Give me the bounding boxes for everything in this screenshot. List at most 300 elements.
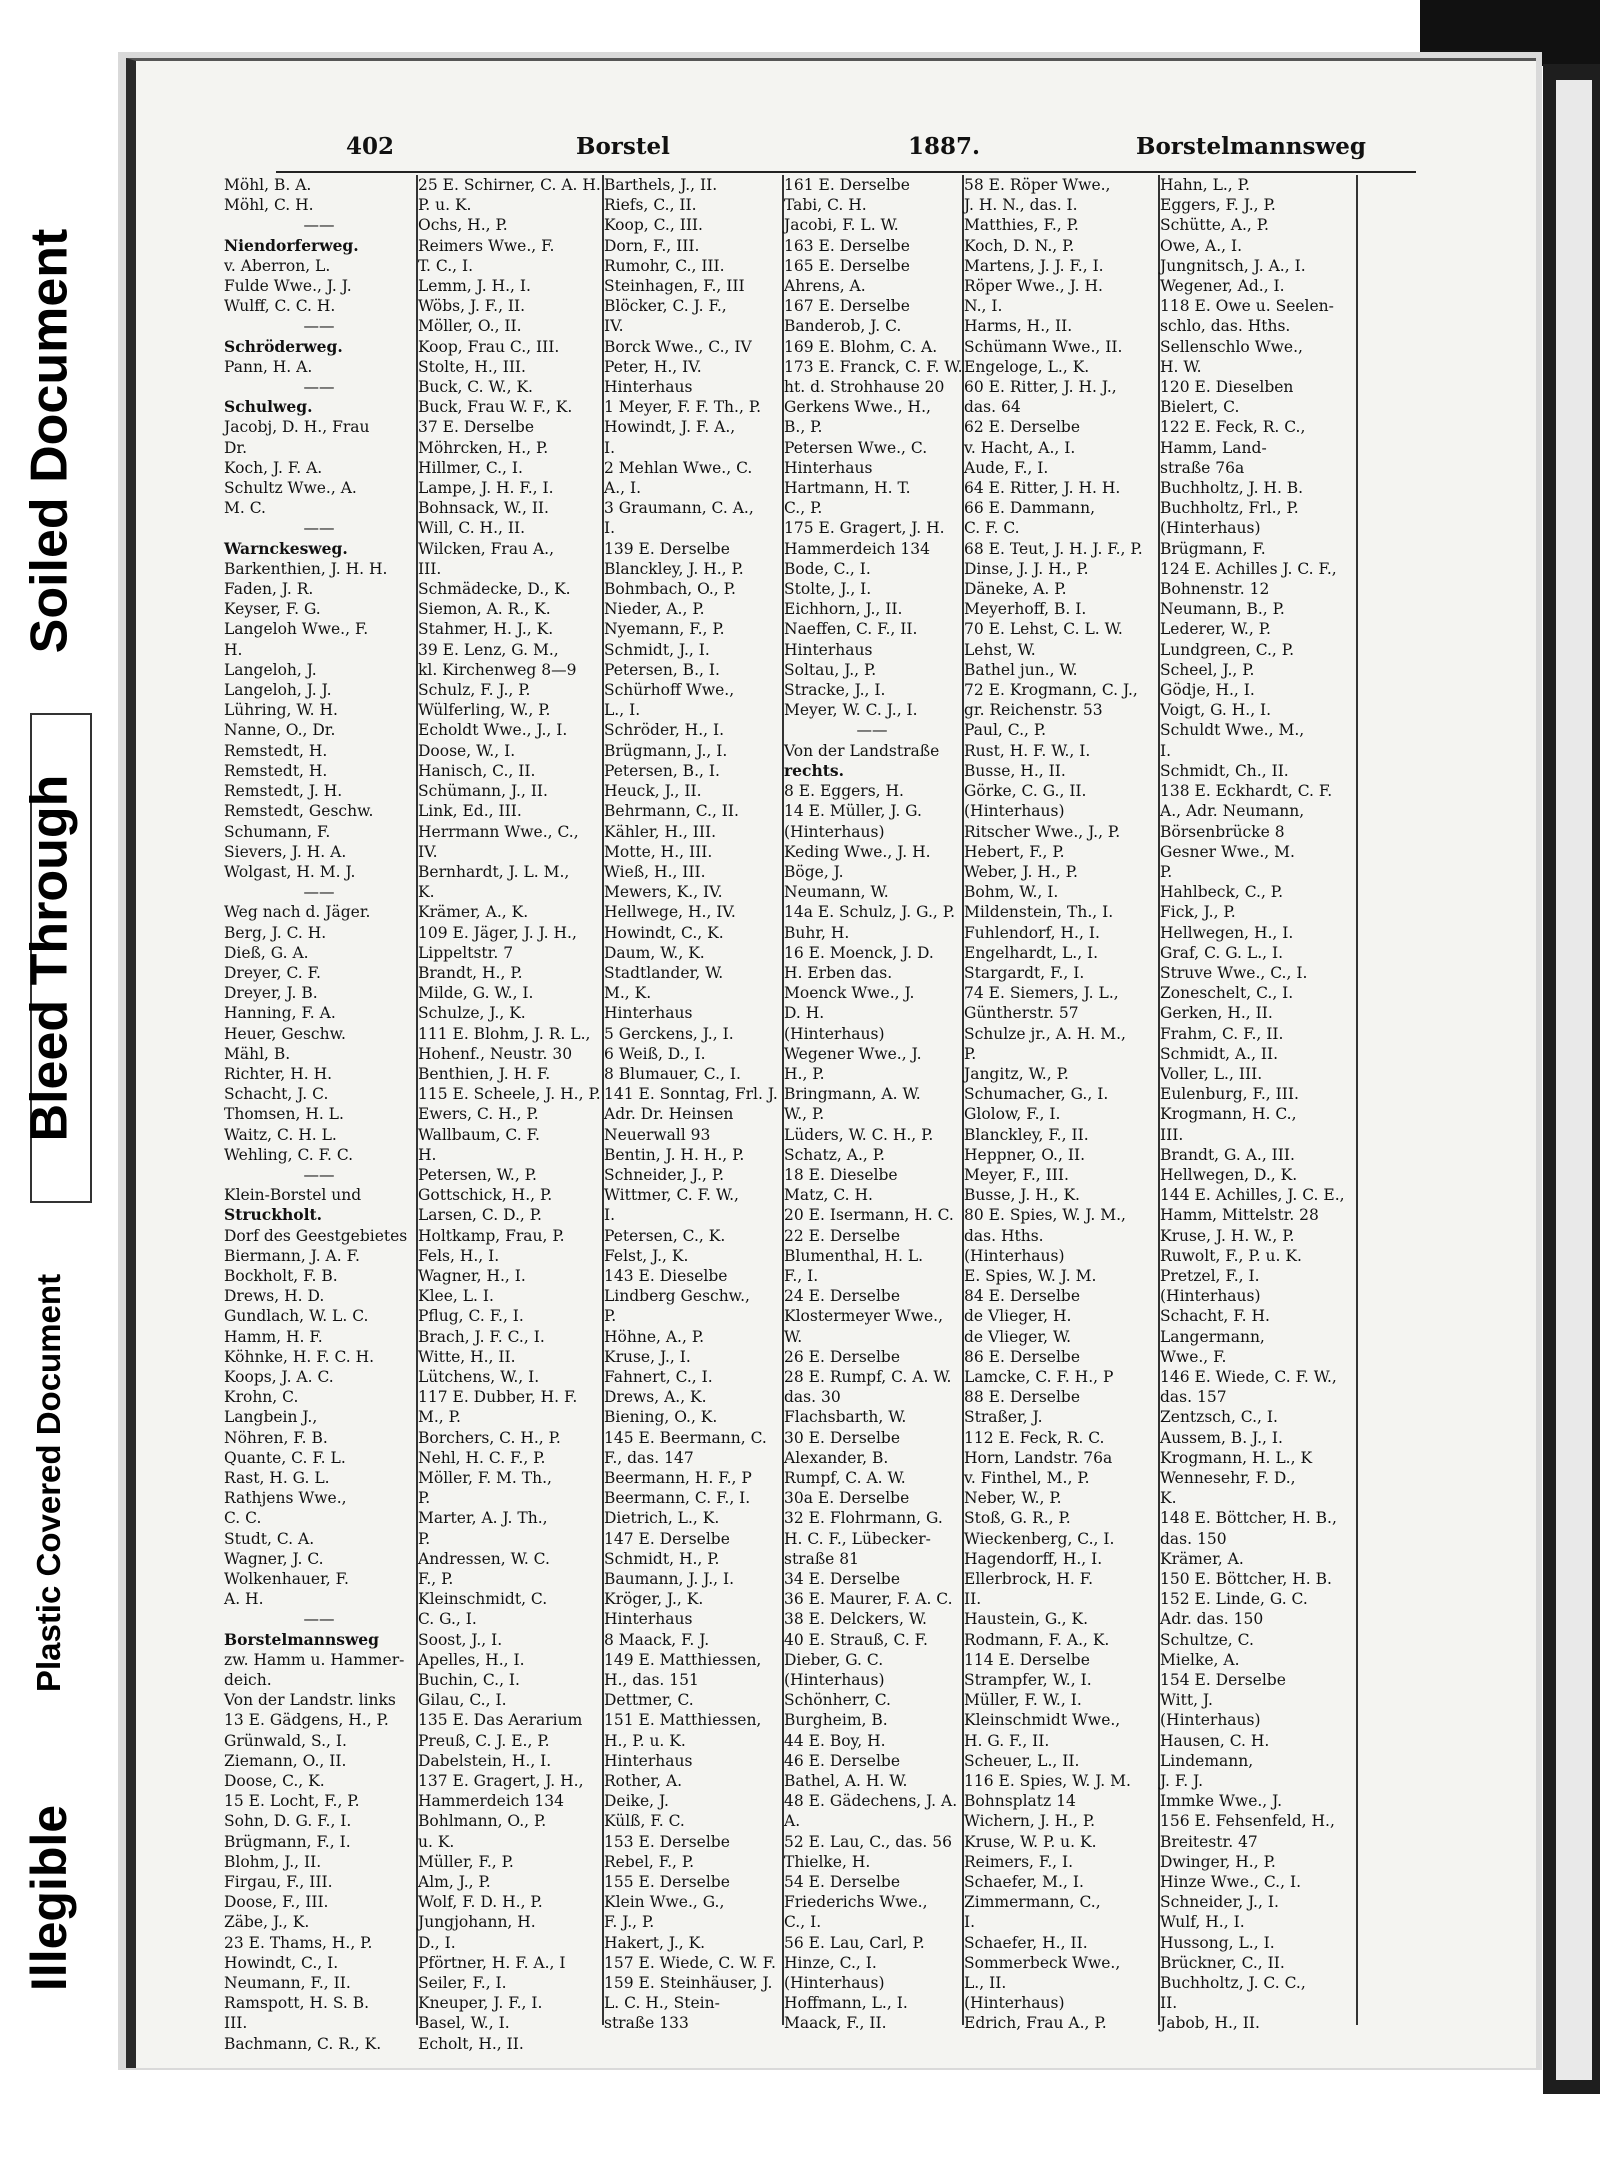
directory-entry: Harms, H., II. [964,317,1073,336]
directory-entry: Lundgreen, C., P. [1160,640,1294,659]
directory-entry: Warnckesweg. [224,538,348,558]
directory-entry: Gerken, H., II. [1160,1004,1273,1023]
directory-entry: Wwe., F. [1160,1347,1227,1366]
directory-entry: Pförtner, H. F. A., I [418,1953,566,1972]
directory-entry: Schulz, F. J., P. [418,681,531,700]
directory-entry: Hammerdeich 134 [784,539,930,558]
directory-entry: Fuhlendorf, H., I. [964,923,1100,942]
soiled-document-label: Soiled Document [20,228,78,653]
directory-entry: Heppner, O., II. [964,1145,1086,1164]
directory-entry: III. [418,559,442,578]
directory-entry: Schneider, J., P. [604,1165,725,1184]
directory-entry: Schütte, A., P. [1160,216,1269,235]
directory-entry: Marter, A. J. Th., [418,1509,548,1528]
directory-entry: Nehl, H. C. F., P. [418,1448,546,1467]
directory-entry: Glolow, F., I. [964,1105,1061,1124]
directory-entry: Waitz, C. H. L. [224,1125,337,1144]
directory-entry: 74 E. Siemers, J. L., [964,984,1119,1003]
directory-entry: Schultz Wwe., A. [224,479,357,498]
directory-entry: H. Erben das. [784,963,893,982]
directory-entry: III. [1160,1125,1184,1144]
directory-entry: Schulweg. [224,397,313,417]
directory-entry: Howindt, J. F. A., [604,418,736,437]
directory-entry: Buchholtz, J. C. C., [1160,1974,1306,1993]
directory-entry: Zäbe, J., K. [224,1913,310,1932]
directory-entry: 122 E. Feck, R. C., [1160,418,1306,437]
directory-entry: Krämer, A., K. [418,903,529,922]
directory-entry: Stahmer, H. J., K. [418,620,554,639]
directory-entry: Wolkenhauer, F. [224,1570,349,1589]
directory-entry: Weber, J. H., P. [964,862,1078,881]
directory-entry: 120 E. Dieselben [1160,378,1294,397]
directory-entry: D. H. [784,1004,825,1023]
directory-entry: 39 E. Lenz, G. M., [418,640,559,659]
directory-entry: Jacobi, F. L. W. [784,216,899,235]
directory-entry: (Hinterhaus) [784,1671,885,1690]
directory-entry: 159 E. Steinhäuser, J. [604,1974,773,1993]
directory-entry: Hausen, C. H. [1160,1731,1270,1750]
directory-entry: 70 E. Lehst, C. L. W. [964,620,1123,639]
directory-entry: Buck, Frau W. F., K. [418,398,573,417]
directory-entry: u. K. [418,1832,455,1851]
directory-entry: Rumohr, C., III. [604,256,725,275]
directory-entry: 22 E. Derselbe [784,1226,901,1245]
directory-entry: I. [604,1206,616,1225]
directory-entry: Hinterhaus [784,458,873,477]
directory-entry: 46 E. Derselbe [784,1751,901,1770]
directory-entry: 88 E. Derselbe [964,1388,1081,1407]
directory-entry: C., I. [784,1913,822,1932]
directory-entry: 150 E. Böttcher, H. B. [1160,1570,1332,1589]
directory-entry: zw. Hamm u. Hammer- [224,1650,405,1669]
directory-entry: Schönherr, C. [784,1691,891,1710]
directory-entry: B., P. [784,418,823,437]
directory-entry: Soltau, J., P. [784,660,877,679]
directory-entry: Gerkens Wwe., H., [784,398,931,417]
directory-entry: T. C., I. [418,256,474,275]
directory-entry: Meyer, W. C. J., I. [784,701,918,720]
directory-entry: Kleinschmidt, C. [418,1590,548,1609]
directory-entry: H. G. F., II. [964,1731,1050,1750]
directory-entry: 52 E. Lau, C., das. 56 [784,1832,952,1851]
directory-entry: Lippeltstr. 7 [418,943,514,962]
directory-entry: M. C. [224,499,266,518]
directory-entry: Voller, L., III. [1160,1064,1263,1083]
directory-entry: Schultze, C. [1160,1630,1254,1649]
directory-entry: Schulze jr., A. H. M., [964,1024,1126,1043]
directory-entry: —— [303,1165,335,1184]
directory-entry: Friederichs Wwe., [784,1893,928,1912]
directory-entry: straße 133 [604,2014,689,2033]
column-4 [784,175,963,2033]
directory-entry: Paul, C., P. [964,721,1047,740]
directory-entry: 115 E. Scheele, J. H., P. [418,1085,601,1104]
directory-entry: Dabelstein, H., I. [418,1751,552,1770]
directory-entry: M., K. [604,984,652,1003]
directory-entry: Schmidt, J., I. [604,640,710,659]
plastic-covered-label: Plastic Covered Document [30,1273,67,1693]
directory-entry: Rodmann, F. A., K. [964,1630,1110,1649]
directory-entry: Hoffmann, L., I. [784,1994,908,2013]
directory-entry: Bentin, J. H. H., P. [604,1145,745,1164]
directory-entry: Klostermeyer Wwe., [784,1307,943,1326]
directory-entry: Busse, H., II. [964,761,1066,780]
directory-entry: Hartmann, H. T. [784,479,911,498]
directory-entry: J. H. N., das. I. [964,196,1078,215]
directory-entry: Schmidt, H., P. [604,1549,720,1568]
directory-entry: Wegener, Ad., I. [1160,277,1285,296]
directory-entry: deich. [224,1671,272,1690]
directory-entry: Hanning, F. A. [224,1004,336,1023]
directory-entry: Wegener Wwe., J. [784,1044,922,1063]
directory-entry: Rust, H. F. W., I. [964,741,1091,760]
directory-entry: Meyer, F., III. [964,1165,1069,1184]
directory-entry: Holtkamp, Frau, P. [418,1226,565,1245]
directory-entry: Heuer, Geschw. [224,1024,346,1043]
directory-entry: Herrmann Wwe., C., [418,822,579,841]
directory-entry: Basel, W., I. [418,2014,510,2033]
directory-entry: 175 E. Gragert, J. H. [784,519,945,538]
directory-entry: I. [1160,741,1172,760]
directory-entry: Lindberg Geschw., [604,1287,750,1306]
directory-entry: Seiler, F., I. [418,1974,507,1993]
directory-entry: 143 E. Dieselbe [604,1266,728,1285]
directory-entry: Klein-Borstel und [224,1186,362,1205]
directory-entry: Möhrcken, H., P. [418,438,549,457]
directory-entry: 37 E. Derselbe [418,418,535,437]
directory-entry: 5 Gerckens, J., I. [604,1024,734,1043]
directory-entry: Gottschick, H., P. [418,1186,553,1205]
directory-entry: 154 E. Derselbe [1160,1671,1286,1690]
directory-entry: F. J., P. [604,1913,655,1932]
directory-entry: Lehst, W. [964,640,1036,659]
directory-entry: Quante, C. F. L. [224,1448,346,1467]
directory-entry: Schneider, J., I. [1160,1893,1279,1912]
directory-entry: 62 E. Derselbe [964,418,1081,437]
column-2 [418,175,601,2053]
directory-entry: 30a E. Derselbe [784,1489,910,1508]
directory-entry: Naeffen, C. F., II. [784,620,918,639]
directory-entry: Owe, A., I. [1160,236,1243,255]
directory-entry: N., I. [964,297,1003,316]
directory-entry: 40 E. Strauß, C. F. [784,1630,928,1649]
directory-entry: Remstedt, Geschw. [224,802,374,821]
directory-entry: Wolf, F. D. H., P. [418,1893,543,1912]
directory-entry: —— [856,721,888,740]
directory-entry: Hinterhaus [604,378,693,397]
directory-entry: 161 E. Derselbe [784,176,910,194]
directory-entry: Kruse, J., I. [604,1347,691,1366]
directory-entry: Hellwege, H., IV. [604,903,736,922]
directory-entry: I. [604,519,616,538]
directory-entry: Schmädecke, D., K. [418,580,571,599]
directory-entry: Lampe, J. H. F., I. [418,479,554,498]
directory-entry: Hagendorff, H., I. [964,1549,1103,1568]
directory-entry: Wennesehr, F. D., [1160,1469,1296,1487]
directory-entry: Mielke, A. [1160,1650,1240,1669]
directory-entry: Krogmann, H. L., K [1160,1448,1313,1467]
directory-entry: II. [1160,1994,1178,2013]
directory-entry: Howindt, C., K. [604,923,724,942]
directory-entry: Frahm, C. F., II. [1160,1024,1284,1043]
directory-entry: Bockholt, F. B. [224,1266,338,1285]
directory-entry: Buck, C. W., K. [418,378,533,397]
directory-entry: L., I. [604,701,641,720]
directory-entry: 60 E. Ritter, J. H. J., [964,378,1117,397]
directory-entry: Böge, J. [784,862,844,881]
page-header [236,133,1386,173]
directory-entry: Ahrens, A. [784,277,866,296]
directory-entry: Alexander, B. [784,1448,889,1467]
directory-entry: 146 E. Wiede, C. F. W., [1160,1367,1337,1386]
directory-entry: Petersen, W., P. [418,1165,537,1184]
directory-entry: Struve Wwe., C., I. [1160,963,1308,982]
directory-entry: Neuerwall 93 [604,1125,711,1144]
directory-entry: Schuldt Wwe., M., [1160,721,1305,740]
directory-entry: Däneke, A. P. [964,580,1067,599]
directory-entry: Kröger, J., K. [604,1590,704,1609]
directory-entry: 163 E. Derselbe [784,236,910,255]
directory-entry: Wulf, H., I. [1160,1913,1245,1932]
directory-entry: Gesner Wwe., M. [1160,842,1295,861]
header-year: 1887. [908,133,981,160]
directory-entry: Pann, H. A. [224,357,313,376]
directory-entry: Schümann Wwe., II. [964,337,1123,356]
directory-entry: 153 E. Derselbe [604,1832,730,1851]
directory-entry: Aude, F., I. [964,458,1049,477]
directory-entry: Keyser, F. G. [224,600,321,619]
directory-entry: Martens, J. J. F., I. [964,256,1104,275]
directory-entry: A. H. [224,1590,264,1609]
directory-entry: Gilau, C., I. [418,1691,507,1710]
directory-entry: 114 E. Derselbe [964,1650,1090,1669]
directory-entry: 16 E. Moenck, J. D. [784,943,934,962]
directory-entry: Von der Landstr. links [224,1691,396,1710]
directory-entry: Hinterhaus [604,1610,693,1629]
directory-entry: 124 E. Achilles J. C. F., [1160,559,1337,578]
directory-entry: Ritscher Wwe., J., P. [964,822,1121,841]
directory-entry: Kruse, J. H. W., P. [1160,1226,1295,1245]
directory-entry: Krämer, A. [1160,1549,1244,1568]
directory-entry: Koch, D. N., P. [964,236,1075,255]
directory-entry: Schröderweg. [224,336,343,356]
directory-entry: Nyemann, F., P. [604,620,725,639]
directory-entry: II. [964,1590,982,1609]
directory-entry: Bohmbach, O., P. [604,580,736,599]
directory-entry: Dieß, G. A. [224,943,309,962]
directory-entry: Klee, L. I. [418,1287,494,1306]
directory-entry: Blanckley, J. H., P. [604,559,744,578]
directory-entry: Drews, A., K. [604,1388,707,1407]
directory-entry: 18 E. Dieselbe [784,1165,898,1184]
directory-entry: Flachsbarth, W. [784,1408,907,1427]
directory-entry: Barkenthien, J. H. H. [224,559,388,578]
directory-entry: Müller, F., P. [418,1852,514,1871]
directory-entry: Stolte, H., III. [418,357,526,376]
column-1 [224,175,414,2053]
directory-entry: Schumann, F. [224,822,331,841]
directory-entry: 165 E. Derselbe [784,256,910,275]
directory-entry: Witte, H., II. [418,1347,516,1366]
directory-entry: Röper Wwe., J. H. [964,277,1103,296]
directory-entry: Bernhardt, J. L. M., [418,862,570,881]
directory-entry: Lindemann, [1160,1751,1254,1770]
directory-entry: (Hinterhaus) [964,802,1065,821]
directory-entry: Matz, C. H. [784,1186,873,1205]
directory-entry: 64 E. Ritter, J. H. H. [964,479,1121,498]
directory-entry: Moenck Wwe., J. [784,984,915,1003]
directory-entry: Fels, H., I. [418,1246,500,1265]
directory-entry: Biermann, J. A. F. [224,1246,360,1265]
directory-entry: Wieckenberg, C., I. [964,1529,1115,1548]
directory-entry: Neumann, F., II. [224,1974,351,1993]
directory-entry: Bohnsack, W., II. [418,499,549,518]
directory-entry: H. [418,1145,437,1164]
directory-entry: 138 E. Eckhardt, C. F. [1160,782,1333,801]
directory-entry: Straßer, J. [964,1408,1043,1427]
directory-entry: C. C. [224,1509,262,1528]
page-number: 402 [346,133,395,160]
directory-entry: Wolgast, H. M. J. [224,862,356,881]
directory-entry: 24 E. Derselbe [784,1287,901,1306]
directory-entry: Pflug, C. F., I. [418,1307,524,1326]
directory-entry: Wehling, C. F. C. [224,1145,354,1164]
directory-entry: Hahn, L., P. [1160,176,1250,194]
directory-entry: 84 E. Derselbe [964,1287,1081,1306]
directory-entry: Horn, Landstr. 76a [964,1448,1113,1467]
directory-entry: Eggers, F. J., P. [1160,196,1276,215]
directory-entry: Ramspott, H. S. B. [224,1994,370,2013]
directory-entry: Schürhoff Wwe., [604,681,735,700]
directory-entry: gr. Reichenstr. 53 [964,701,1103,720]
directory-entry: 34 E. Derselbe [784,1570,901,1589]
directory-entry: Bringmann, A. W. [784,1085,921,1104]
directory-entry: (Hinterhaus) [964,1246,1065,1265]
directory-entry: schlo, das. Hths. [1160,317,1291,336]
directory-entry: Nöhren, F. B. [224,1428,328,1447]
directory-entry: Koop, C., III. [604,216,703,235]
directory-entry: Mewers, K., IV. [604,883,723,902]
directory-entry: Sellenschlo Wwe., [1160,337,1303,356]
header-rule [276,171,1416,173]
directory-entry: P. [604,1307,617,1326]
directory-entry: Schacht, F. H. [1160,1307,1270,1326]
directory-entry: Kähler, H., III. [604,822,717,841]
directory-entry: III. [224,2014,248,2033]
directory-entry: 48 E. Gädechens, J. A. [784,1792,958,1811]
directory-entry: P. u. K. [418,196,472,215]
directory-entry: Hillmer, C., I. [418,458,523,477]
directory-entry: Edrich, Frau A., P. [964,2014,1107,2033]
directory-entry: Langeloh, J. J. [224,681,332,700]
directory-entry: Ewers, C. H., P. [418,1105,539,1124]
directory-entry: Ruwolt, F., P. u. K. [1160,1246,1302,1265]
directory-entry: 86 E. Derselbe [964,1347,1081,1366]
directory-entry: Bode, C., I. [784,559,871,578]
directory-entry: 28 E. Rumpf, C. A. W. [784,1367,952,1386]
directory-entry: Zoneschelt, C., I. [1160,984,1294,1003]
directory-entry: Siemon, A. R., K. [418,600,551,619]
directory-entry: —— [303,317,335,336]
directory-entry: Echoldt Wwe., J., I. [418,721,568,740]
directory-entry: Wulff, C. C. H. [224,297,336,316]
directory-entry: H., P. u. K. [604,1731,686,1750]
directory-entry: F., P. [418,1570,454,1589]
directory-entry: Langeloh Wwe., F. [224,620,369,639]
directory-entry: Rebel, F., P. [604,1852,695,1871]
directory-entry: Struckholt. [224,1205,323,1225]
directory-entry: Remstedt, H. [224,741,328,760]
directory-entry: 109 E. Jäger, J. J. H., [418,923,577,942]
directory-entry: Blanckley, F., II. [964,1125,1089,1144]
directory-entry: Möller, O., II. [418,317,522,336]
directory-entry: Bohnsplatz 14 [964,1792,1076,1811]
directory-entry: —— [303,378,335,397]
directory-entry: Fick, J., P. [1160,903,1236,922]
directory-entry: 66 E. Dammann, [964,499,1096,518]
directory-entry: Petersen, B., I. [604,761,720,780]
directory-entry: Bachmann, C. R., K. [224,2034,382,2053]
directory-entry: 23 E. Thams, H., P. [224,1933,373,1952]
directory-entry: 13 E. Gädgens, H., P. [224,1711,389,1730]
directory-entry: Thomsen, H. L. [224,1105,344,1124]
directory-entry: Schulze, J., K. [418,1004,526,1023]
directory-entry: Schröder, H., I. [604,721,725,740]
directory-entry: Petersen, C., K. [604,1226,726,1245]
directory-entry: Alm, J., P. [418,1873,491,1892]
directory-entry: 156 E. Fehsenfeld, H., [1160,1812,1335,1831]
directory-entry: Hussong, L., I. [1160,1933,1275,1952]
directory-entry: das. 157 [1160,1388,1227,1407]
annotation-sidebar [0,88,98,1992]
directory-entry: 8 Blumauer, C., I. [604,1064,741,1083]
directory-entry: de Vlieger, H. [964,1307,1072,1326]
directory-entry: Hinze, C., I. [784,1953,877,1972]
directory-entry: Wichern, J. H., P. [964,1812,1096,1831]
directory-entry: Hellwegen, H., I. [1160,923,1294,942]
directory-entry: A., Adr. Neumann, [1160,802,1305,821]
directory-entry: Hakert, J., K. [604,1933,706,1952]
directory-entry: 32 E. Flohrmann, G. [784,1509,943,1528]
directory-entry: Andressen, W. C. [418,1549,550,1568]
directory-entry: Hamm, Land- [1160,438,1267,457]
directory-entry: Fulde Wwe., J. J. [224,277,352,296]
directory-entry: Brückner, C., II. [1160,1953,1285,1972]
directory-entry: Maack, F., II. [784,2014,887,2033]
directory-entry: Adr. Dr. Heinsen [604,1105,734,1124]
directory-entry: Bathel, A. H. W. [784,1772,908,1791]
directory-entry: Möhl, B. A. [224,176,312,194]
directory-entry: P. [1160,862,1173,881]
directory-entry: Eichhorn, J., II. [784,600,903,619]
column-3 [604,175,780,2033]
directory-entry: Kneuper, J. F., I. [418,1994,543,2013]
directory-entry: Grünwald, S., I. [224,1731,347,1750]
directory-entry: 38 E. Delckers, W. [784,1610,927,1629]
directory-entry: —— [303,519,335,538]
directory-entry: 15 E. Locht, F., P. [224,1792,360,1811]
directory-entry: Höhne, A., P. [604,1327,705,1346]
directory-entry: Weg nach d. Jäger. [224,903,371,922]
directory-entry: Brach, J. F. C., I. [418,1327,545,1346]
directory-entry: Lütchens, W., I. [418,1367,540,1386]
directory-entry: Adr. das. 150 [1160,1610,1264,1629]
directory-entry: Strampfer, W., I. [964,1671,1092,1690]
directory-entry: Dorf des Geestgebietes [224,1226,408,1245]
directory-entry: IV. [418,842,438,861]
directory-entry: Nanne, O., Dr. [224,721,336,740]
directory-entry: Breitestr. 47 [1160,1832,1258,1851]
